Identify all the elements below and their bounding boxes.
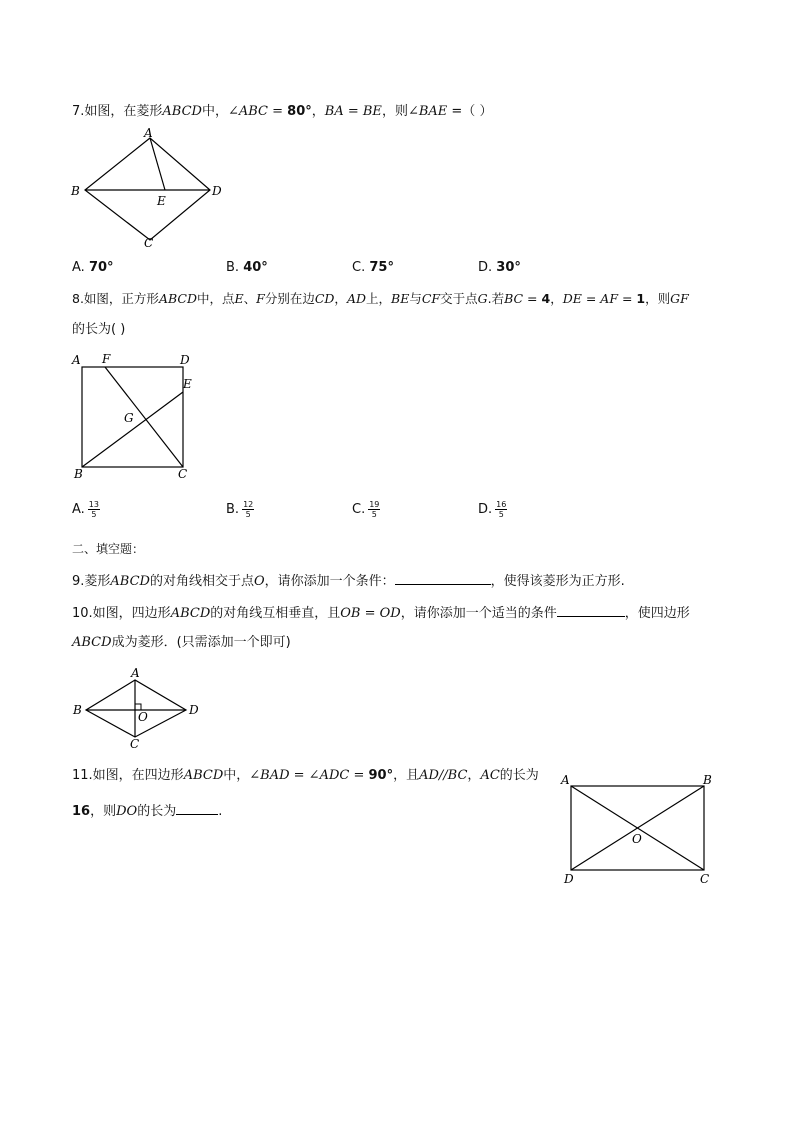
choice-letter: A.	[72, 260, 85, 275]
q11-segment: AC	[480, 768, 500, 783]
q8-value: 1	[636, 291, 646, 306]
q11-stem-line1	[72, 767, 539, 785]
q7-ask-angle: ∠BAE	[407, 104, 448, 119]
fraction	[88, 500, 100, 519]
q7-text: ，	[311, 104, 325, 119]
q8-text: 与	[409, 291, 422, 306]
q8-text: 、	[243, 291, 257, 306]
label-a: A	[72, 353, 81, 367]
q11-segment: DO	[116, 804, 138, 819]
q8-text: .若	[487, 291, 505, 306]
label-d: D	[212, 184, 222, 198]
q9-text: 9.菱形	[72, 574, 111, 589]
q8-segment: GF	[670, 291, 689, 306]
label-g: G	[124, 411, 134, 425]
label-d: D	[180, 353, 190, 367]
q8-point: E	[234, 291, 244, 306]
denominator: 5	[245, 510, 251, 519]
rhombus-shape	[86, 680, 186, 737]
q9-stem	[72, 571, 625, 591]
q8-segment: CD	[314, 291, 335, 306]
label-o: O	[632, 832, 642, 846]
q8-text: 中，点	[196, 291, 235, 306]
q9-shape: ABCD	[110, 574, 150, 589]
label-b: B	[703, 773, 712, 787]
denominator: 5	[91, 510, 97, 519]
q8-text: ，	[334, 291, 347, 306]
q7-text: 7.如图，在菱形	[72, 104, 163, 119]
fraction	[368, 500, 380, 519]
choice-value: 70°	[88, 260, 114, 275]
q10-rhombus-figure	[68, 665, 208, 750]
q10-text: 10.如图，四边形	[72, 606, 171, 621]
q7-choice-a[interactable]	[72, 259, 114, 277]
q8-text: ，则	[645, 291, 671, 306]
section-heading: 二、填空题：	[72, 542, 145, 556]
q11-angle-value: 90°	[368, 768, 394, 783]
q9-text: ，请你添加一个条件：	[264, 574, 395, 589]
q8-segment: BE	[391, 291, 410, 306]
q10-shape: ABCD	[170, 606, 211, 621]
q11-answer-blank[interactable]	[176, 801, 218, 815]
q7-bracket: =（ ）	[447, 104, 493, 119]
q9-text: 的对角线相交于点	[149, 574, 254, 589]
label-f: F	[102, 352, 111, 366]
choice-letter: C.	[352, 502, 366, 517]
q10-answer-blank[interactable]	[557, 603, 625, 617]
q10-condition: OB = OD	[340, 606, 401, 621]
choice-letter: A.	[72, 502, 85, 517]
segment-cf	[105, 367, 183, 467]
q8-square-figure	[68, 350, 198, 480]
label-d: D	[189, 703, 199, 717]
q10-stem-line1	[72, 603, 690, 623]
choice-letter: D.	[478, 502, 493, 517]
label-c: C	[178, 467, 188, 481]
q7-choice-d[interactable]	[478, 259, 521, 277]
choice-value: 30°	[496, 260, 521, 275]
label-c: C	[700, 872, 710, 886]
q11-rectangle-figure	[556, 768, 726, 890]
label-d: D	[564, 872, 574, 886]
choice-letter: B.	[226, 502, 240, 517]
fraction	[495, 500, 507, 519]
fraction	[242, 500, 254, 519]
q8-text: ，	[550, 291, 563, 306]
q7-condition-equal: BA = BE	[324, 104, 382, 119]
q8-choice-a[interactable]	[72, 500, 100, 519]
q8-text: 分别在边	[264, 291, 315, 306]
q8-choice-b[interactable]	[226, 500, 254, 519]
label-b: B	[73, 703, 82, 717]
choice-value: 40°	[243, 260, 268, 275]
q9-answer-blank[interactable]	[395, 571, 491, 585]
q7-choice-c[interactable]	[352, 259, 394, 277]
q8-condition: BC =	[504, 291, 542, 306]
label-b: B	[74, 467, 83, 481]
q8-choice-c[interactable]	[352, 500, 380, 519]
rhombus-shape	[85, 138, 210, 240]
choice-letter: C.	[352, 260, 366, 275]
q8-stem-line2: 的长为( )	[72, 322, 126, 337]
q8-segment: AD	[346, 291, 366, 306]
q10-shape: ABCD	[72, 635, 112, 650]
q11-parallel: AD//BC	[419, 768, 468, 783]
q11-text: 中，	[223, 768, 250, 783]
q11-shape: ABCD	[183, 768, 224, 783]
q9-point: O	[253, 574, 265, 589]
numerator: 16	[496, 500, 507, 509]
q8-text: 8.如图，正方形	[72, 291, 159, 306]
q10-text: 的对角线互相垂直，且	[210, 606, 341, 621]
numerator: 19	[369, 500, 380, 509]
q11-text: ，且	[393, 768, 420, 783]
q11-condition: ∠BAD = ∠ADC =	[249, 768, 369, 783]
q7-angle-value: 80°	[287, 104, 312, 119]
q7-text: ，则	[381, 104, 408, 119]
q8-shape: ABCD	[158, 291, 197, 306]
q10-text: 成为菱形．(只需添加一个即可)	[111, 635, 291, 650]
q8-stem-line1	[72, 290, 689, 308]
q8-text: 上，	[366, 291, 392, 306]
q8-point: G	[477, 291, 488, 306]
q7-choice-b[interactable]	[226, 259, 268, 277]
q8-segment: CF	[421, 291, 441, 306]
label-a: A	[144, 126, 153, 140]
label-a: A	[131, 666, 140, 680]
q11-text: ，则	[90, 804, 117, 819]
q10-stem-line2	[72, 634, 291, 652]
q8-text: 交于点	[440, 291, 478, 306]
q11-text: ，	[467, 768, 481, 783]
q8-point: F	[256, 291, 265, 306]
q8-condition: DE = AF =	[562, 291, 637, 306]
q7-rhombus-figure	[60, 125, 240, 255]
q8-choice-d[interactable]	[478, 500, 507, 519]
q11-length-value: 16	[72, 804, 91, 819]
q8-value: 4	[541, 291, 551, 306]
q11-text: .	[218, 804, 223, 819]
choice-value: 75°	[369, 260, 394, 275]
label-c: C	[130, 737, 140, 751]
denominator: 5	[498, 510, 504, 519]
q11-text: 的长为	[137, 804, 177, 819]
q11-stem-line2	[72, 801, 222, 821]
q11-text: 11.如图，在四边形	[72, 768, 184, 783]
q10-text: ，使四边形	[624, 606, 690, 621]
label-e: E	[183, 377, 192, 391]
q7-stem	[72, 103, 492, 121]
numerator: 13	[88, 500, 99, 509]
segment-be	[82, 392, 183, 467]
choice-letter: D.	[478, 260, 493, 275]
q7-shape: ABCD	[162, 104, 202, 119]
q7-condition-angle: ∠ABC =	[227, 104, 288, 119]
label-o: O	[138, 710, 148, 724]
q7-text: 中，	[201, 104, 228, 119]
label-a: A	[561, 773, 570, 787]
label-b: B	[71, 184, 80, 198]
q9-text: ，使得该菱形为正方形.	[490, 574, 625, 589]
choice-letter: B.	[226, 260, 240, 275]
segment-ae	[150, 138, 165, 190]
label-e: E	[157, 194, 166, 208]
q10-text: ，请你添加一个适当的条件	[400, 606, 557, 621]
numerator: 12	[243, 500, 254, 509]
q11-text: 的长为	[499, 768, 539, 783]
denominator: 5	[371, 510, 377, 519]
label-c: C	[144, 236, 154, 250]
